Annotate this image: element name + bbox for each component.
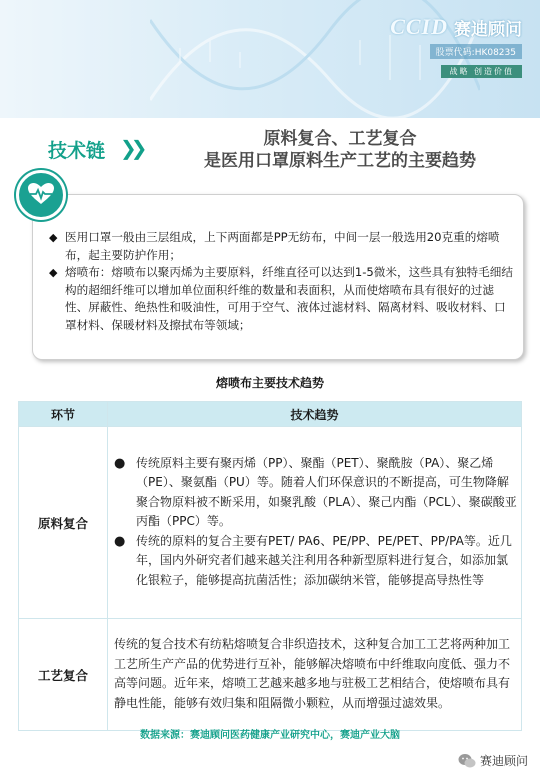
trend-bullet-text: 传统的原料的复合主要有PET/ PA6、PE/PP、PE/PET、PP/PA等。近几年，国内外研究者们越来越关注利用各种新型原料进行复合，如添加氯化银粒子，能够提高抗菌活性；添加碳纳米管，能够提高导热性等 <box>136 533 512 587</box>
segment-cell: 原料复合 <box>19 427 108 619</box>
wechat-watermark <box>458 752 528 769</box>
diamond-bullet-icon: ◆ <box>49 231 58 244</box>
section-label: 技术链 <box>48 140 106 162</box>
header-banner <box>0 0 540 118</box>
data-source: 数据来源：赛迪顾问医药健康产业研究中心，赛迪产业大脑 <box>140 730 400 741</box>
brand-logo: CCID <box>390 14 448 39</box>
heart-pulse-icon <box>16 170 66 220</box>
summary-item-text: 熔喷布：熔喷布以聚丙烯为主要原料，纤维直径可以达到1-5微米，这些具有独特毛细结构的超细纤维可以增加单位面积纤维的数量和表面积，从而使熔喷布具有很好的过滤性、屏蔽性、绝热性和吸油性，可用于空气、液体过滤材料、隔离材料、吸收材料、口罩材料、保暖材料及擦拭布等领域； <box>65 265 513 332</box>
dot-bullet-icon: ● <box>114 533 126 549</box>
trend-bullet-item <box>114 532 517 591</box>
table-title: 熔喷布主要技术趋势 <box>215 376 324 390</box>
wechat-name: 赛迪顾问 <box>479 754 528 768</box>
segment-cell: 工艺复合 <box>19 619 108 731</box>
summary-item-text: 医用口罩一般由三层组成，上下两面都是PP无纺布，中间一层一般选用20克重的熔喷布，起主要防护作用； <box>65 230 500 262</box>
brand-name: 赛迪顾问 <box>454 19 522 40</box>
trend-cell <box>108 427 522 619</box>
table-row <box>19 619 522 731</box>
brand-block <box>390 14 522 78</box>
page-title-line-2: 是医用口罩原料生产工艺的主要趋势 <box>204 151 476 171</box>
trend-bullet-item <box>114 454 517 532</box>
summary-item <box>49 264 517 334</box>
page-title <box>150 128 530 172</box>
trend-bullet-text: 传统原料主要有聚丙烯（PP）、聚酯（PET）、聚酰胺（PA）、聚乙烯（PE）、聚氨酯（PU）等。随着人们环保意识的不断提高，可生物降解聚合物原料被不断采用，如聚乳酸（PLA）、聚己内酯（PCL）、聚碳酸亚丙酯（PPC）等。 <box>136 455 517 529</box>
summary-box <box>32 194 524 360</box>
trend-cell: 传统的复合技术有纺粘熔喷复合非织造技术，这种复合加工工艺将两种加工工艺所生产产品的优势进行互补，能够解决熔喷布中纤维取向度低、强力不高等问题。近年来，熔喷工艺越来越多地与驻极工艺相结合，使熔喷布具有静电性能，能够有效归集和阻隔微小颗粒，从而增强过滤效果。 <box>108 619 522 731</box>
double-chevron-right-icon: ❯❯ <box>120 136 142 160</box>
wechat-icon <box>458 753 476 769</box>
page-title-line-1: 原料复合、工艺复合 <box>263 129 417 149</box>
summary-list <box>49 229 517 334</box>
stock-code: 股票代码:HK08235 <box>430 44 522 59</box>
dot-bullet-icon: ● <box>114 455 126 471</box>
brand-slogan: 战略 创造价值 <box>441 65 522 78</box>
summary-item <box>49 229 517 264</box>
table-row <box>19 427 522 619</box>
tech-trend-table <box>18 401 522 731</box>
column-header-segment: 环节 <box>19 402 108 427</box>
column-header-trend: 技术趋势 <box>108 402 522 427</box>
table-header-row <box>19 402 522 427</box>
diamond-bullet-icon: ◆ <box>49 266 58 279</box>
